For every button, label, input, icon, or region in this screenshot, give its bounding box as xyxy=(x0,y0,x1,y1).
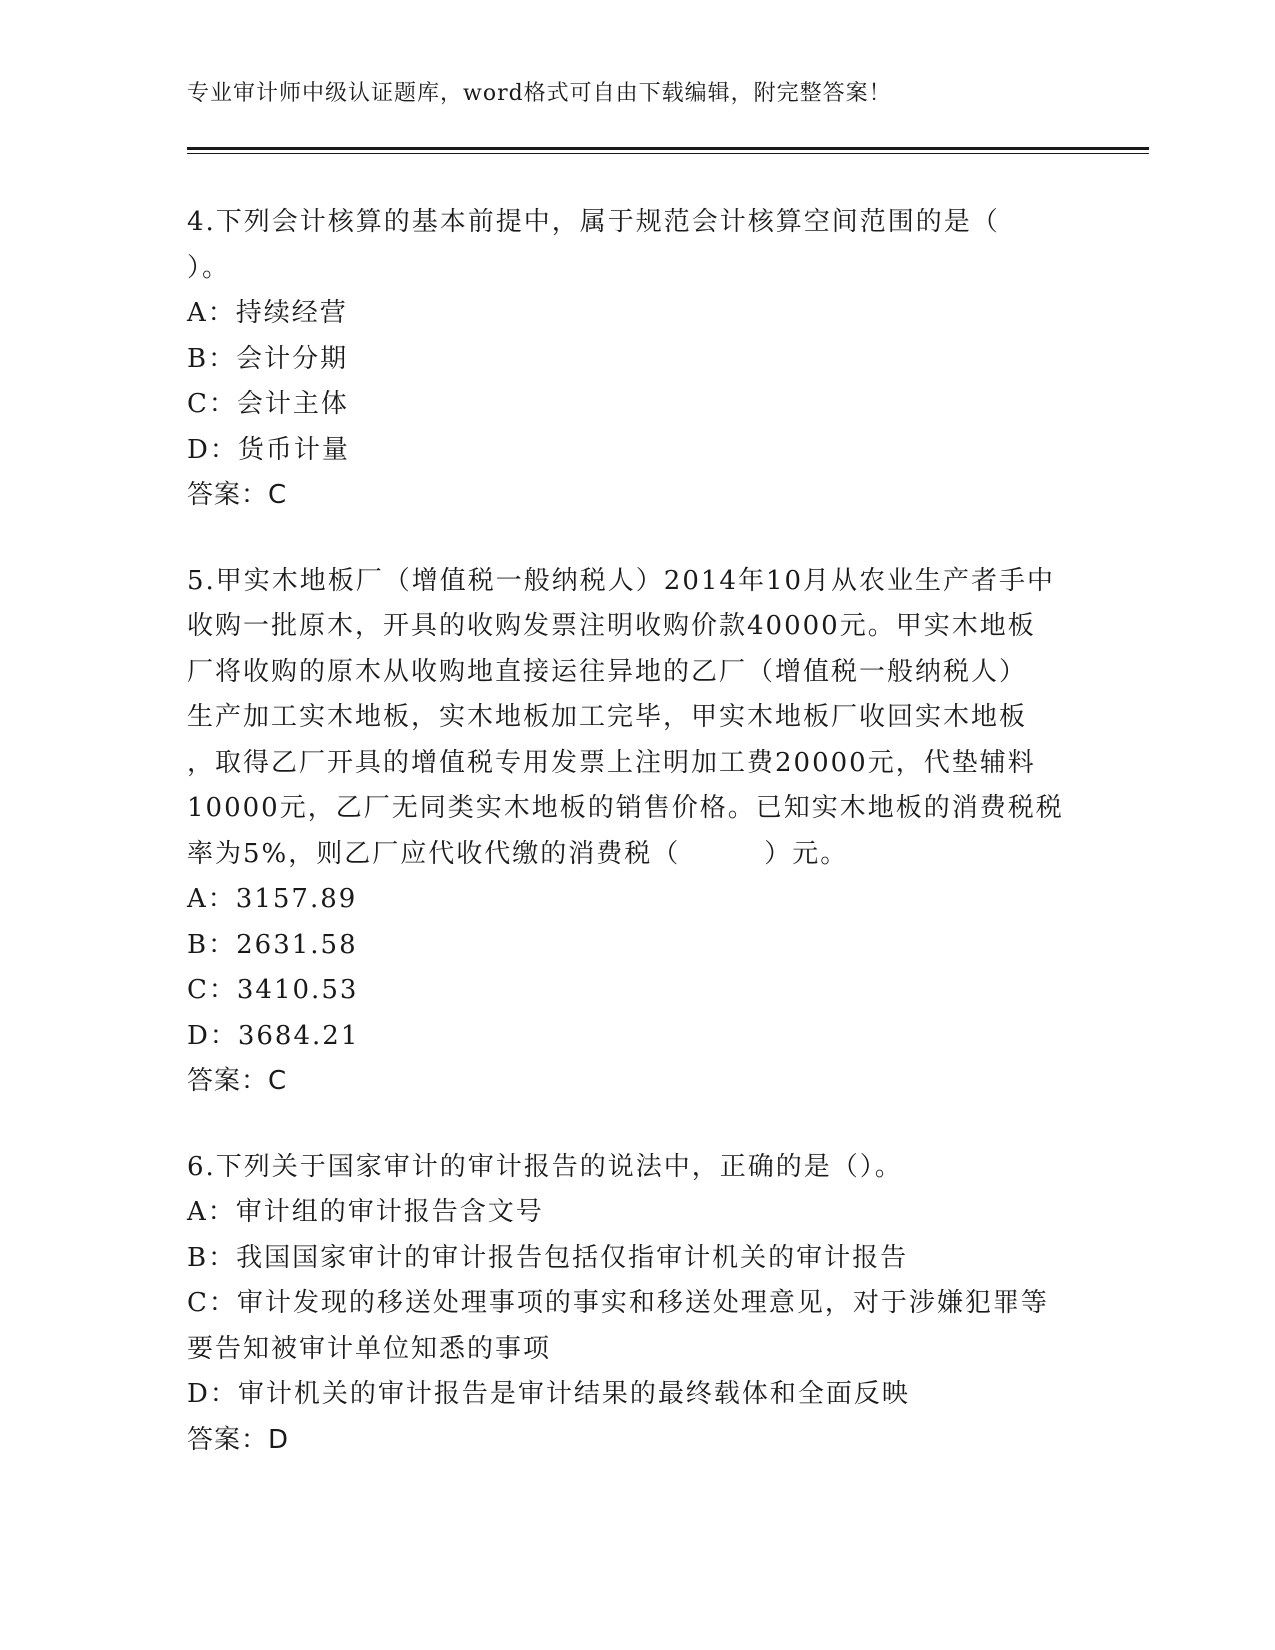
page-header: 专业审计师中级认证题库，word格式可自由下载编辑，附完整答案！ xyxy=(187,81,892,106)
answer: 答案：D xyxy=(187,1424,290,1455)
question-text: 4.下列会计核算的基本前提中，属于规范会计核算空间范围的是（ xyxy=(187,207,1000,237)
option-c-continued: 要告知被审计单位知悉的事项 xyxy=(187,1333,552,1364)
header-rule-thick xyxy=(187,147,1149,150)
question-6 xyxy=(187,1145,1087,1464)
question-list xyxy=(187,200,1087,1503)
answer: 答案：C xyxy=(187,1066,288,1096)
option-b: B：2631.58 xyxy=(187,929,358,960)
option-b: B：会计分期 xyxy=(187,343,349,374)
question-text: ）。 xyxy=(187,252,231,283)
option-d: D：3684.21 xyxy=(187,1020,360,1051)
header-rule-thin xyxy=(187,153,1149,154)
answer: 答案：C xyxy=(187,480,288,510)
option-d: D：货币计量 xyxy=(187,434,350,465)
question-text: 6.下列关于国家审计的审计报告的说法中，正确的是（）。 xyxy=(187,1151,903,1182)
question-text: 收购一批原木，开具的收购发票注明收购价款40000元。甲实木地板 xyxy=(187,611,1036,641)
option-b: B：我国国家审计的审计报告包括仅指审计机关的审计报告 xyxy=(187,1242,909,1273)
option-a: A：持续经营 xyxy=(187,298,348,328)
option-a: A：审计组的审计报告含文号 xyxy=(187,1197,544,1227)
option-c: C：会计主体 xyxy=(187,389,349,419)
question-5 xyxy=(187,559,1087,1105)
question-text: 率为5%，则乙厂应代收代缴的消费税（ ）元。 xyxy=(187,838,849,869)
question-text: 生产加工实木地板，实木地板加工完毕，甲实木地板厂收回实木地板 xyxy=(187,702,1028,732)
question-4 xyxy=(187,200,1087,519)
option-c: C：审计发现的移送处理事项的事实和移送处理意见，对于涉嫌犯罪等 xyxy=(187,1288,1049,1318)
option-c: C：3410.53 xyxy=(187,975,359,1005)
question-text: 10000元，乙厂无同类实木地板的销售价格。已知实木地板的消费税税 xyxy=(187,793,1064,823)
question-text: 厂将收购的原木从收购地直接运往异地的乙厂（增值税一般纳税人） xyxy=(187,656,1028,687)
option-d: D：审计机关的审计报告是审计结果的最终载体和全面反映 xyxy=(187,1379,910,1409)
question-text: ，取得乙厂开具的增值税专用发票上注明加工费20000元，代垫辅料 xyxy=(187,747,1036,778)
question-text: 5.甲实木地板厂（增值税一般纳税人）2014年10月从农业生产者手中 xyxy=(187,565,1056,596)
option-a: A：3157.89 xyxy=(187,884,358,914)
